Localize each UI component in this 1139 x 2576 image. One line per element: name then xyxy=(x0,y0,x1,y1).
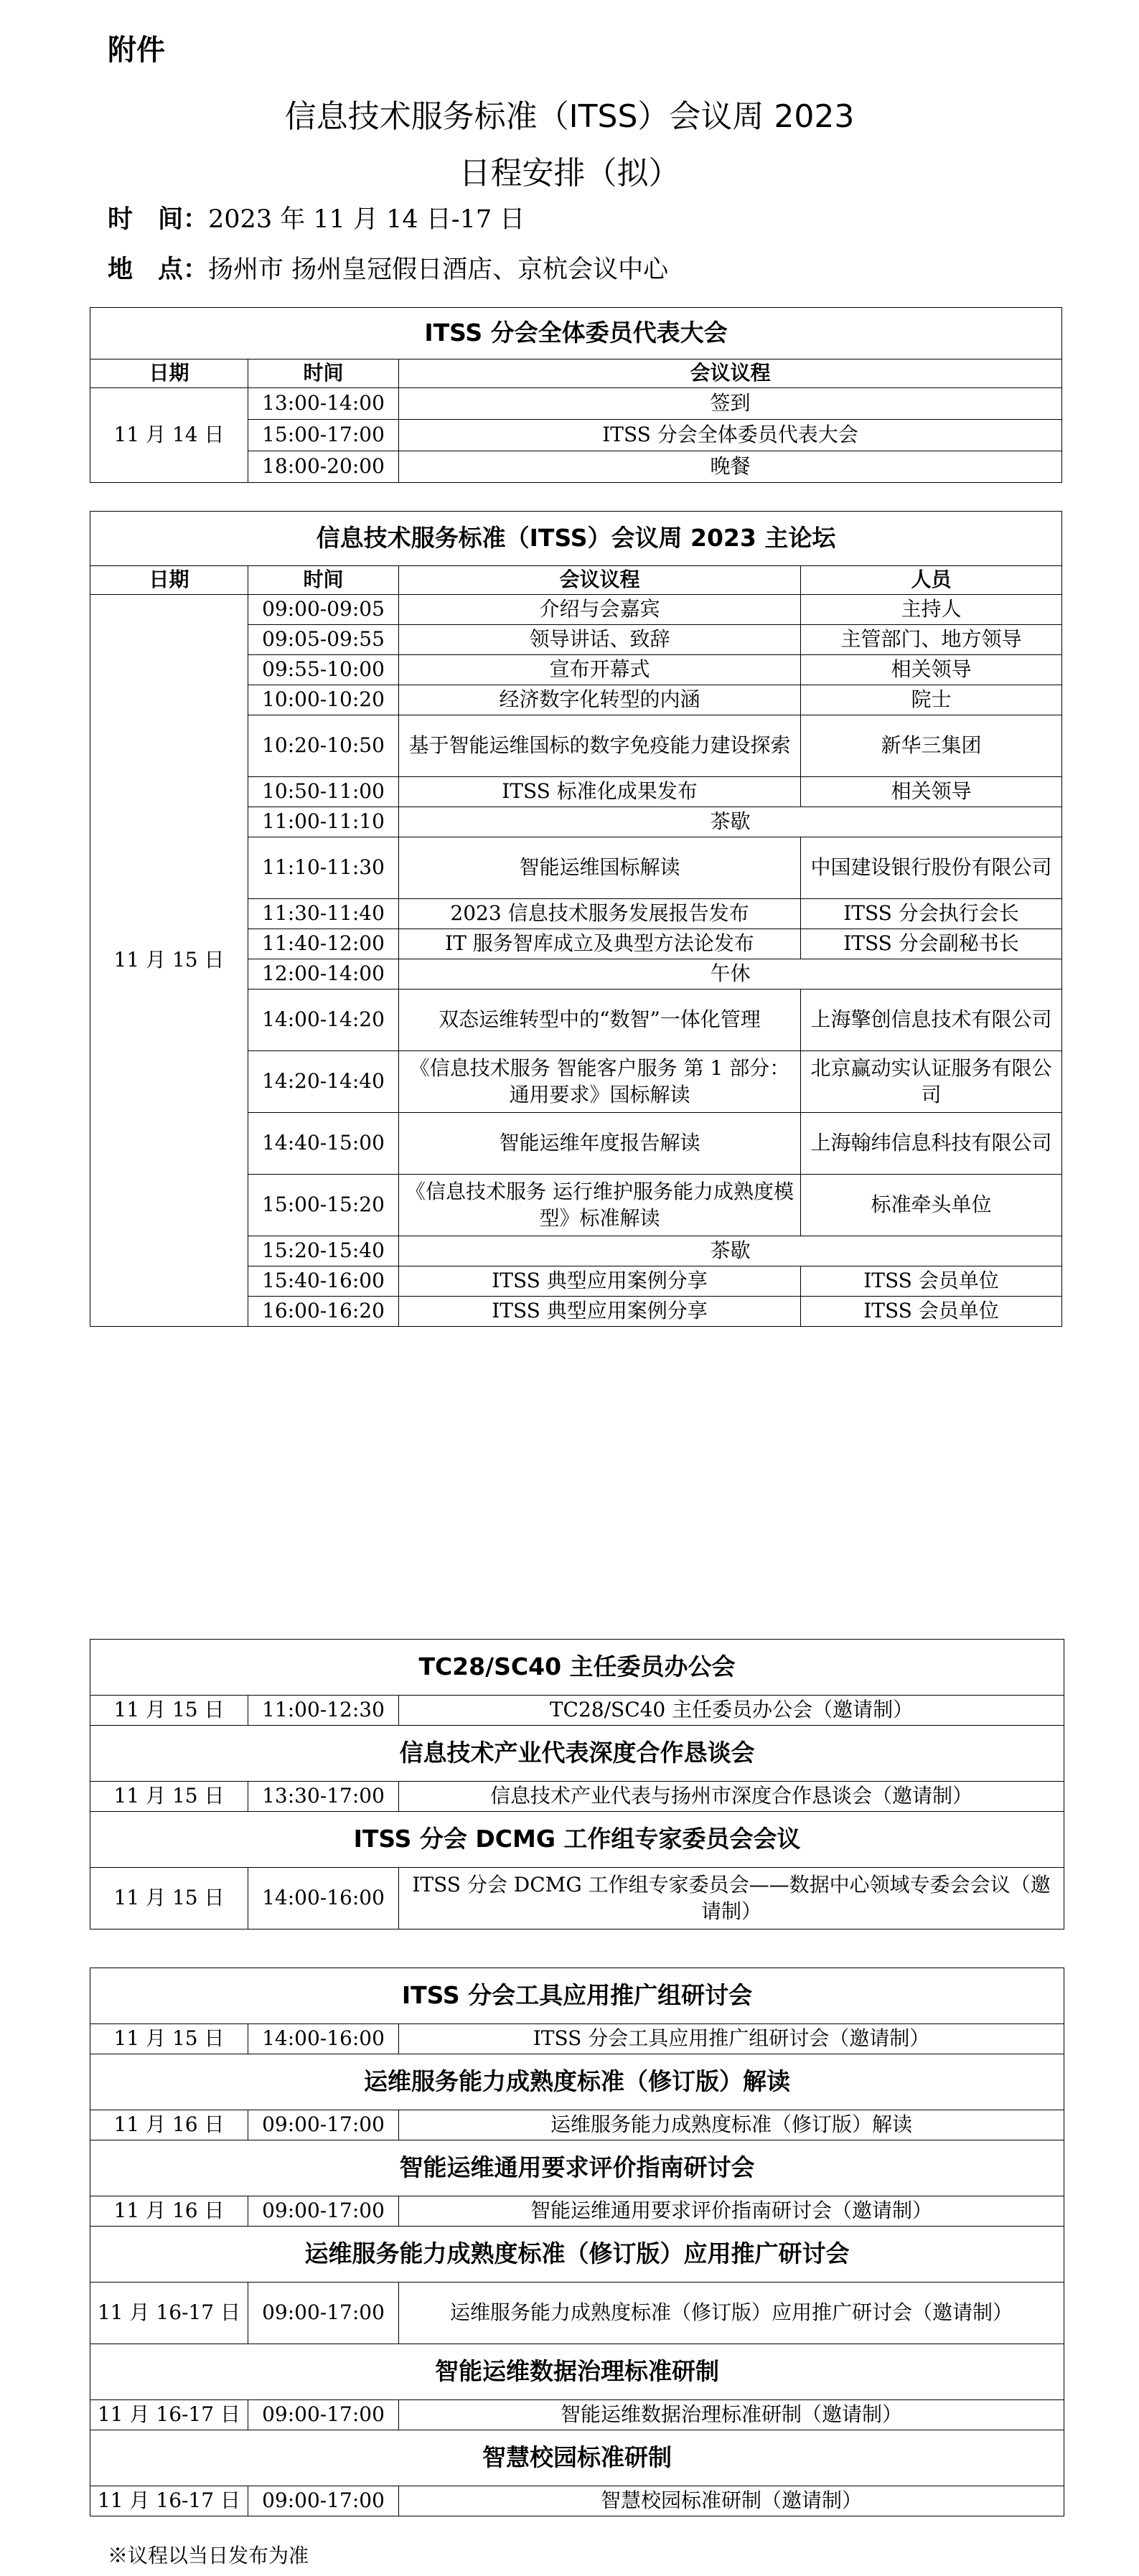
forum-person: 标准牵头单位 xyxy=(801,1175,1062,1236)
plenary-agenda: 晚餐 xyxy=(399,451,1062,483)
plenary-time: 15:00-17:00 xyxy=(248,420,399,451)
forum-break: 茶歇 xyxy=(399,807,1062,837)
forum-time: 14:20-14:40 xyxy=(248,1051,399,1113)
forum-agenda: 双态运维转型中的“数智”一体化管理 xyxy=(399,989,801,1051)
forum-time: 11:30-11:40 xyxy=(248,899,399,929)
forum-time: 15:00-15:20 xyxy=(248,1175,399,1236)
forum-time: 15:20-15:40 xyxy=(248,1236,399,1266)
session-time: 14:00-16:00 xyxy=(248,1868,399,1929)
forum-person: ITSS 分会副秘书长 xyxy=(801,929,1062,959)
plenary-time: 13:00-14:00 xyxy=(248,388,399,420)
session-agenda: 运维服务能力成熟度标准（修订版）应用推广研讨会（邀请制） xyxy=(399,2283,1064,2344)
footnote: ※议程以当日发布为准 xyxy=(108,2544,309,2567)
forum-agenda: 领导讲话、致辞 xyxy=(399,625,801,655)
session-title: ITSS 分会工具应用推广组研讨会 xyxy=(90,1968,1064,2024)
forum-time: 12:00-14:00 xyxy=(248,959,399,989)
forum-person: 主持人 xyxy=(801,595,1062,625)
forum-title: 信息技术服务标准（ITSS）会议周 2023 主论坛 xyxy=(90,512,1062,566)
session-agenda: 智慧校园标准研制（邀请制） xyxy=(399,2486,1064,2516)
forum-agenda: IT 服务智库成立及典型方法论发布 xyxy=(399,929,801,959)
plenary-date: 11 月 14 日 xyxy=(90,388,248,483)
meta-time-value: 2023 年 11 月 14 日-17 日 xyxy=(208,205,525,234)
forum-time: 10:50-11:00 xyxy=(248,777,399,807)
plenary-agenda: ITSS 分会全体委员代表大会 xyxy=(399,420,1062,451)
session-date: 11 月 15 日 xyxy=(90,2024,248,2054)
forum-person: ITSS 会员单位 xyxy=(801,1266,1062,1297)
session-agenda: ITSS 分会 DCMG 工作组专家委员会——数据中心领域专委会会议（邀请制） xyxy=(399,1868,1064,1929)
session-date: 11 月 16 日 xyxy=(90,2110,248,2140)
meta-place-label: 地 点： xyxy=(108,255,209,284)
forum-time: 09:55-10:00 xyxy=(248,655,399,685)
forum-time: 10:20-10:50 xyxy=(248,715,399,777)
forum-agenda: 智能运维国标解读 xyxy=(399,837,801,899)
forum-agenda: 《信息技术服务 运行维护服务能力成熟度模型》标准解读 xyxy=(399,1175,801,1236)
forum-person: 北京赢动实认证服务有限公司 xyxy=(801,1051,1062,1113)
session-title: 智慧校园标准研制 xyxy=(90,2430,1064,2486)
session-date: 11 月 15 日 xyxy=(90,1782,248,1812)
session-time: 09:00-17:00 xyxy=(248,2400,399,2430)
session-title: ITSS 分会 DCMG 工作组专家委员会会议 xyxy=(90,1812,1064,1868)
plenary-agenda: 签到 xyxy=(399,388,1062,420)
forum-time: 10:00-10:20 xyxy=(248,685,399,715)
plenary-time: 18:00-20:00 xyxy=(248,451,399,483)
session-time: 09:00-17:00 xyxy=(248,2110,399,2140)
forum-time: 16:00-16:20 xyxy=(248,1297,399,1327)
session-title: 运维服务能力成熟度标准（修订版）应用推广研讨会 xyxy=(90,2227,1064,2283)
session-time: 09:00-17:00 xyxy=(248,2486,399,2516)
forum-person: 主管部门、地方领导 xyxy=(801,625,1062,655)
sessions-table-b xyxy=(90,1968,1064,2516)
session-date: 11 月 15 日 xyxy=(90,1696,248,1726)
header-time: 时间 xyxy=(248,359,399,388)
session-title: 智能运维数据治理标准研制 xyxy=(90,2344,1064,2400)
header-person: 人员 xyxy=(801,566,1062,595)
forum-time: 11:00-11:10 xyxy=(248,807,399,837)
document-title: 信息技术服务标准（ITSS）会议周 2023 xyxy=(284,98,855,135)
header-date: 日期 xyxy=(90,359,248,388)
session-agenda: 运维服务能力成熟度标准（修订版）解读 xyxy=(399,2110,1064,2140)
session-date: 11 月 16-17 日 xyxy=(90,2486,248,2516)
forum-agenda: 基于智能运维国标的数字免疫能力建设探索 xyxy=(399,715,801,777)
forum-person: 上海翰纬信息科技有限公司 xyxy=(801,1113,1062,1175)
forum-time: 14:00-14:20 xyxy=(248,989,399,1051)
forum-break: 午休 xyxy=(399,959,1062,989)
session-title: 智能运维通用要求评价指南研讨会 xyxy=(90,2140,1064,2196)
session-agenda: ITSS 分会工具应用推广组研讨会（邀请制） xyxy=(399,2024,1064,2054)
document-subtitle: 日程安排（拟） xyxy=(459,155,680,192)
header-date: 日期 xyxy=(90,566,248,595)
forum-person: 上海擎创信息技术有限公司 xyxy=(801,989,1062,1051)
header-agenda: 会议议程 xyxy=(399,359,1062,388)
forum-person: ITSS 会员单位 xyxy=(801,1297,1062,1327)
forum-agenda: 智能运维年度报告解读 xyxy=(399,1113,801,1175)
forum-break: 茶歇 xyxy=(399,1236,1062,1266)
forum-time: 11:10-11:30 xyxy=(248,837,399,899)
forum-agenda: ITSS 典型应用案例分享 xyxy=(399,1266,801,1297)
forum-agenda: 宣布开幕式 xyxy=(399,655,801,685)
header-agenda: 会议议程 xyxy=(399,566,801,595)
session-time: 14:00-16:00 xyxy=(248,2024,399,2054)
session-time: 09:00-17:00 xyxy=(248,2196,399,2227)
forum-person: 相关领导 xyxy=(801,655,1062,685)
forum-time: 09:05-09:55 xyxy=(248,625,399,655)
session-date: 11 月 15 日 xyxy=(90,1868,248,1929)
forum-time: 15:40-16:00 xyxy=(248,1266,399,1297)
session-title: 运维服务能力成熟度标准（修订版）解读 xyxy=(90,2054,1064,2110)
forum-agenda: 经济数字化转型的内涵 xyxy=(399,685,801,715)
forum-person: 院士 xyxy=(801,685,1062,715)
forum-person: 新华三集团 xyxy=(801,715,1062,777)
meta-place-value: 扬州市 扬州皇冠假日酒店、京杭会议中心 xyxy=(208,255,669,284)
meta-time-label: 时 间： xyxy=(108,205,209,234)
forum-time: 09:00-09:05 xyxy=(248,595,399,625)
forum-person: ITSS 分会执行会长 xyxy=(801,899,1062,929)
session-time: 09:00-17:00 xyxy=(248,2283,399,2344)
forum-agenda: 2023 信息技术服务发展报告发布 xyxy=(399,899,801,929)
session-title: 信息技术产业代表深度合作恳谈会 xyxy=(90,1726,1064,1782)
forum-agenda: ITSS 典型应用案例分享 xyxy=(399,1297,801,1327)
session-agenda: TC28/SC40 主任委员办公会（邀请制） xyxy=(399,1696,1064,1726)
session-date: 11 月 16-17 日 xyxy=(90,2400,248,2430)
session-time: 13:30-17:00 xyxy=(248,1782,399,1812)
session-title: TC28/SC40 主任委员办公会 xyxy=(90,1640,1064,1696)
plenary-title: ITSS 分会全体委员代表大会 xyxy=(90,308,1062,359)
sessions-table-a xyxy=(90,1639,1064,1929)
session-agenda: 智能运维通用要求评价指南研讨会（邀请制） xyxy=(399,2196,1064,2227)
session-agenda: 智能运维数据治理标准研制（邀请制） xyxy=(399,2400,1064,2430)
forum-table xyxy=(90,511,1062,1327)
forum-agenda: ITSS 标准化成果发布 xyxy=(399,777,801,807)
forum-agenda: 《信息技术服务 智能客户服务 第 1 部分：通用要求》国标解读 xyxy=(399,1051,801,1113)
attachment-label: 附件 xyxy=(108,34,165,67)
session-date: 11 月 16-17 日 xyxy=(90,2283,248,2344)
header-time: 时间 xyxy=(248,566,399,595)
session-agenda: 信息技术产业代表与扬州市深度合作恳谈会（邀请制） xyxy=(399,1782,1064,1812)
forum-time: 14:40-15:00 xyxy=(248,1113,399,1175)
forum-agenda: 介绍与会嘉宾 xyxy=(399,595,801,625)
forum-date: 11 月 15 日 xyxy=(90,595,248,1327)
meta-time xyxy=(108,199,525,235)
session-time: 11:00-12:30 xyxy=(248,1696,399,1726)
session-date: 11 月 16 日 xyxy=(90,2196,248,2227)
forum-person: 中国建设银行股份有限公司 xyxy=(801,837,1062,899)
plenary-table xyxy=(90,307,1062,483)
forum-person: 相关领导 xyxy=(801,777,1062,807)
forum-time: 11:40-12:00 xyxy=(248,929,399,959)
meta-place xyxy=(108,250,668,286)
